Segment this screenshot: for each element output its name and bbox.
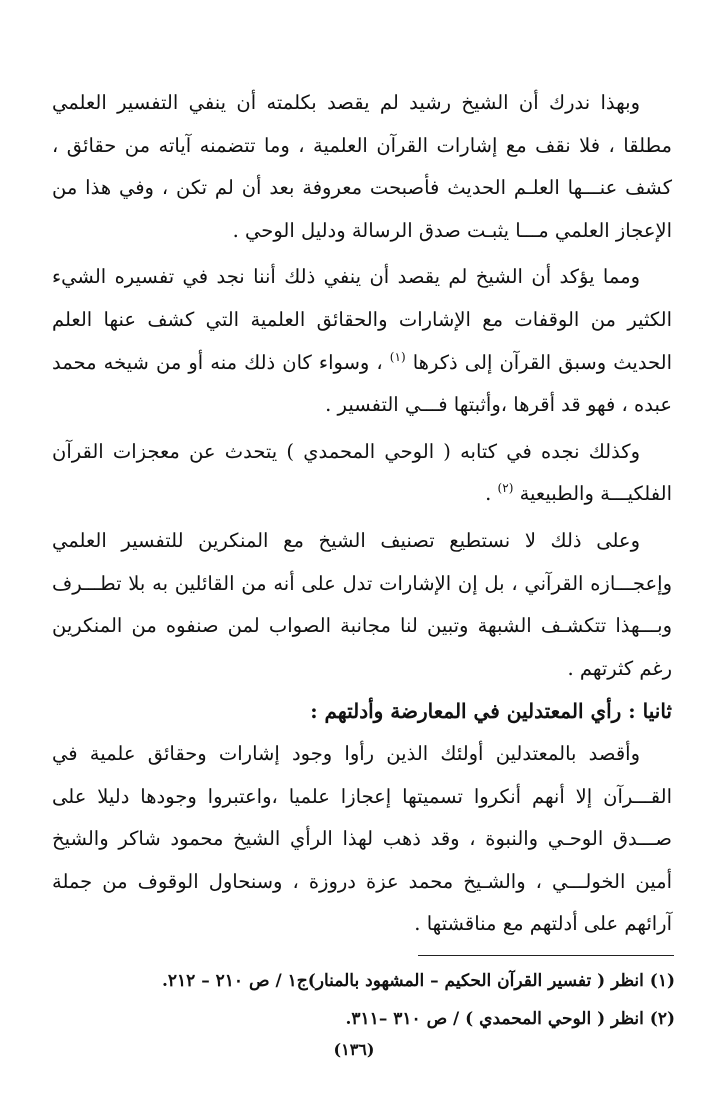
paragraph-3-end: . — [485, 482, 492, 506]
paragraph-3-text: وكذلك نجده في كتابه ( الوحي المحمدي ) يتحدث عن معجزات القرآن الفلكيـــة والطبيعية — [52, 439, 672, 506]
footnote-divider — [418, 955, 674, 956]
section-heading: ثانيا : رأي المعتدلين في المعارضة وأدلتهم : — [310, 699, 672, 724]
footnote-ref-1: (١) — [389, 349, 406, 364]
paragraph-1: وبهذا ندرك أن الشيخ رشيد لم يقصد بكلمته أن ينفي التفسير العلمي مطلقا ، فلا نقف مع إشارات القرآن العلمية ، وما تتضمنه آياته من حقائق ، كشف عنـــها العلـم الحديث فأصبحت معروفة بعد أن لم تكن ، وفي هذا من الإعجاز العلمي مـــا يثبـت صدق الرسالة ودليل الوحي . — [52, 91, 672, 242]
footnote-1: (١) انظر ( تفسير القرآن الحكيم – المشهود بالمنار)ج١ / ص ٢١٠ – ٢١٢. — [162, 971, 675, 991]
paragraph-3 — [52, 431, 672, 516]
paragraph-2-text: ومما يؤكد أن الشيخ لم يقصد أن ينفي ذلك أننا نجد في تفسيره الشيء الكثير من الوقفات مع الإشارات والحقائق العلمية التي كشف عنها العلم الحديث وسبق القرآن إلى ذكرها — [52, 265, 672, 374]
footnote-ref-2: (٢) — [497, 481, 514, 496]
paragraph-5: وأقصد بالمعتدلين أولئك الذين رأوا وجود إشارات وحقائق علمية في القـــرآن إلا أنهم أنكروا تسميتها إعجازا علميا ،واعتبروا وجودها دليلا على صـــدق الوحـي والنبوة ، وقد ذهب لهذا الرأي الشيخ محمود شاكر والشيخ أمين الخولـــي ، والشـيخ محمد عزة دروزة ، وسنحاول الوقوف من جملة آرائهم على أدلتهم مع مناقشتها . — [52, 741, 672, 936]
page-number: (١٣٦) — [333, 1040, 375, 1059]
main-text — [52, 82, 672, 946]
paragraph-4: وعلى ذلك لا نستطيع تصنيف الشيخ مع المنكرين للتفسير العلمي وإعجـــازه القرآني ، بل إن الإشارات تدل على أنه من القائلين به بلا تطـــرف وبـــهذا تتكشـف الشبهة وتبين لنا مجانبة الصواب لمن صنفوه من المنكرين رغم كثرتهم . — [52, 528, 672, 680]
footnote-2: (٢) انظر ( الوحي المحمدي ) / ص ٣١٠ –٣١١. — [345, 1009, 675, 1029]
paragraph-2 — [52, 256, 672, 426]
paragraph-2-continuation: ، وسواء كان ذلك منه أو من شيخه محمد عبده ، فهو قد أقرها ،وأثبتها فـــي التفسير . — [52, 350, 672, 417]
footnotes — [120, 962, 675, 1038]
